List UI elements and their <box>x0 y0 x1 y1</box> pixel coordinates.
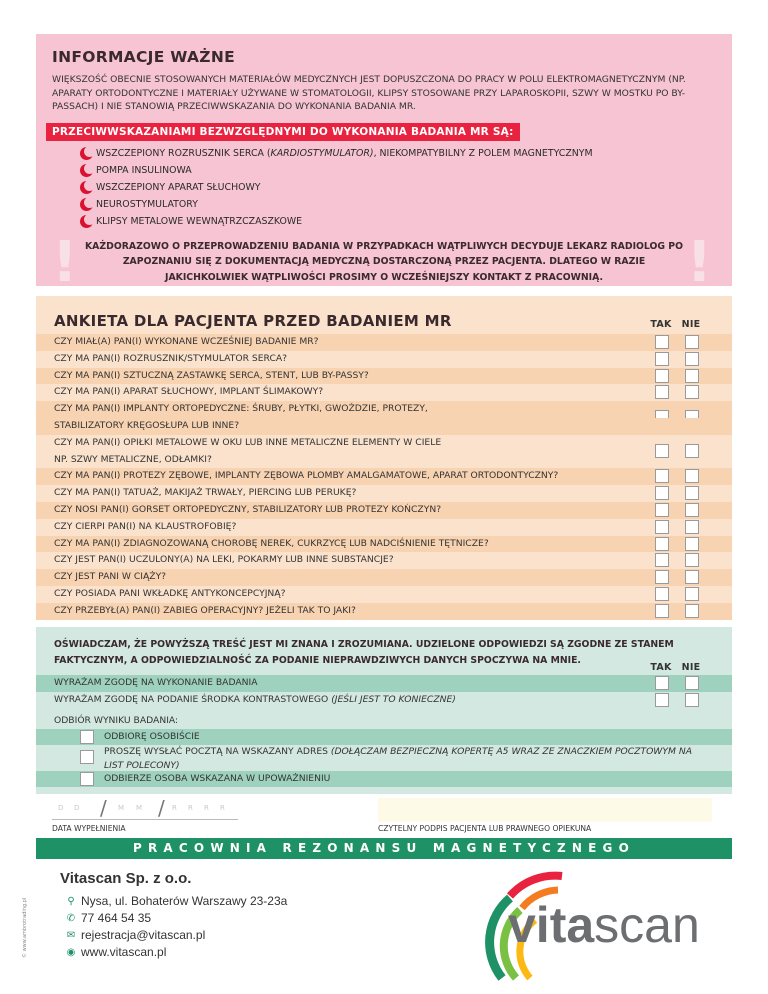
pickup-mail-checkbox[interactable] <box>80 750 94 764</box>
question-row: CZY NOSI PAN(I) GORSET ORTOPEDYCZNY, STABILIZATORY LUB PROTEZY KOŃCZYN? <box>36 502 732 519</box>
question-row: CZY JEST PAN(I) UCZULONY(A) NA LEKI, POKARMY LUB INNE SUBSTANCJE? <box>36 552 732 569</box>
question-yes-checkbox[interactable] <box>655 352 669 366</box>
question-row: CZY MA PAN(I) APARAT SŁUCHOWY, IMPLANT ŚLIMAKOWY? <box>36 384 732 401</box>
question-yes-checkbox[interactable] <box>655 486 669 500</box>
question-no-checkbox[interactable] <box>685 335 699 349</box>
pickup-personal-row: ODBIORĘ OSOBIŚCIE <box>36 729 732 745</box>
question-no-checkbox[interactable] <box>685 469 699 483</box>
question-no-checkbox[interactable] <box>685 503 699 517</box>
question-yes-checkbox[interactable] <box>655 570 669 584</box>
list-item: WSZCZEPIONY ROZRUSZNIK SERCA ( KARDIOSTYMULATOR) , NIEKOMPATYBILNY Z POLEM MAGNETYCZNYM <box>80 145 716 162</box>
question-row: STABILIZATORY KRĘGOSŁUPA LUB INNE? <box>36 418 732 435</box>
pickup-personal-checkbox[interactable] <box>80 730 94 744</box>
consent-contrast-no-checkbox[interactable] <box>685 693 699 707</box>
yes-no-header: TAK NIE <box>650 319 701 330</box>
list-item: KLIPSY METALOWE WEWNĄTRZCZASZKOWE <box>80 213 716 230</box>
crescent-bullet-icon <box>80 198 93 211</box>
declaration-statement: OŚWIADCZAM, ŻE POWYŻSZĄ TREŚĆ JEST MI ZNANA I ZROZUMIANA. UDZIELONE ODPOWIEDZI SĄ ZGODNE ZE STANEM FAKTYCZNYM, A ODPOWIEDZIALNOŚĆ ZA PODANIE NIEPRAWDZIWYCH DANYCH SPOCZYWA NA MNIE. <box>54 639 674 666</box>
question-row: CZY PRZEBYŁ(A) PAN(I) ZABIEG OPERACYJNY? JEŻELI TAK TO JAKI? <box>36 603 732 620</box>
pickup-authorized-row: ODBIERZE OSOBA WSKAZANA W UPOWAŻNIENIU <box>36 771 732 787</box>
question-row: CZY MA PAN(I) IMPLANTY ORTOPEDYCZNE: ŚRUBY, PŁYTKI, GWOŹDZIE, PROTEZY, <box>36 401 732 418</box>
question-yes-checkbox[interactable] <box>655 335 669 349</box>
question-no-checkbox[interactable] <box>685 369 699 383</box>
crescent-bullet-icon <box>80 147 93 160</box>
consent-exam-yes-checkbox[interactable] <box>655 676 669 690</box>
question-row: CZY POSIADA PANI WKŁADKĘ ANTYKONCEPCYJNĄ? <box>36 586 732 603</box>
question-row: CZY MA PAN(I) PROTEZY ZĘBOWE, IMPLANTY ZĘBOWA PLOMBY AMALGAMATOWE, APARAT ORTODONTYCZNY? <box>36 468 732 485</box>
question-yes-checkbox[interactable] <box>655 604 669 618</box>
question-yes-checkbox[interactable] <box>655 587 669 601</box>
warning-box <box>52 229 716 295</box>
question-no-checkbox[interactable] <box>685 570 699 584</box>
question-no-checkbox[interactable] <box>685 537 699 551</box>
company-name: Vitascan Sp. z o.o. <box>60 870 192 887</box>
survey-title: ANKIETA DLA PACJENTA PRZED BADANIEM MR <box>54 312 452 330</box>
pickup-mail-row: PROSZĘ WYSŁAĆ POCZTĄ NA WSKAZANY ADRES (DOŁĄCZAM BEZPIECZNĄ KOPERTĘ A5 WRAZ ZE ZNACZKIEM POCZTOWYM NA LIST POLECONY) <box>36 745 732 771</box>
declaration-section <box>36 627 732 794</box>
signature-caption: CZYTELNY PODPIS PACJENTA LUB PRAWNEGO OPIEKUNA <box>378 824 592 833</box>
question-row: CZY MA PAN(I) TATUAŻ, MAKIJAŻ TRWAŁY, PIERCING LUB PERUKĘ? <box>36 485 732 502</box>
envelope-icon: ✉ <box>66 929 76 941</box>
consent-contrast-yes-checkbox[interactable] <box>655 693 669 707</box>
vitascan-logo-text: vitascan <box>508 897 700 953</box>
pickup-authorized-checkbox[interactable] <box>80 772 94 786</box>
phone: ✆ 77 464 54 35 <box>64 911 151 925</box>
question-yes-checkbox[interactable] <box>655 503 669 517</box>
question-row: CZY MIAŁ(A) PAN(I) WYKONANE WCZEŚNIEJ BADANIE MR? <box>36 334 732 351</box>
question-row: CZY CIERPI PAN(I) NA KLAUSTROFOBIĘ? <box>36 519 732 536</box>
question-row: CZY MA PAN(I) SZTUCZNĄ ZASTAWKĘ SERCA, STENT, LUB BY-PASSY? <box>36 368 732 385</box>
consent-exam-no-checkbox[interactable] <box>685 676 699 690</box>
question-yes-checkbox[interactable] <box>655 469 669 483</box>
list-item: POMPA INSULINOWA <box>80 162 716 179</box>
question-no-checkbox[interactable] <box>685 587 699 601</box>
info-title: INFORMACJE WAŻNE <box>52 48 235 66</box>
survey-section <box>36 296 732 618</box>
exclamation-icon: ! <box>686 229 712 295</box>
website[interactable]: ◉ www.vitascan.pl <box>64 945 166 959</box>
question-no-checkbox[interactable] <box>685 352 699 366</box>
list-item: WSZCZEPIONY APARAT SŁUCHOWY <box>80 179 716 196</box>
date-caption: DATA WYPEŁNIENIA <box>52 824 126 833</box>
signature-field[interactable] <box>378 798 712 822</box>
yes-no-header: TAK NIE <box>650 662 701 673</box>
email[interactable]: ✉ rejestracja@vitascan.pl <box>64 928 205 942</box>
list-item: NEUROSTYMULATORY <box>80 196 716 213</box>
globe-icon: ◉ <box>66 946 76 958</box>
date-field[interactable]: D D / M M / R R R R <box>52 798 238 820</box>
crescent-bullet-icon <box>80 164 93 177</box>
question-no-checkbox[interactable] <box>685 604 699 618</box>
phone-icon: ✆ <box>66 912 76 924</box>
question-row: CZY JEST PANI W CIĄŻY? <box>36 569 732 586</box>
question-yes-checkbox[interactable] <box>655 553 669 567</box>
question-no-checkbox[interactable] <box>685 486 699 500</box>
question-row: CZY MA PAN(I) OPIŁKI METALOWE W OKU LUB INNE METALICZNE ELEMENTY W CIELE <box>36 435 732 452</box>
print-credit: © www.ambrotrading.pl <box>22 897 28 958</box>
question-no-checkbox[interactable] <box>685 520 699 534</box>
crescent-bullet-icon <box>80 181 93 194</box>
question-row: NP. SZWY METALICZNE, ODŁAMKI? <box>54 453 212 465</box>
question-yes-checkbox[interactable] <box>655 520 669 534</box>
question-row: CZY MA PAN(I) ROZRUSZNIK/STYMULATOR SERCA? <box>36 351 732 368</box>
contraindications-title: PRZECIWWSKAZANIAMI BEZWZGLĘDNYMI DO WYKONANIA BADANIA MR SĄ: <box>46 123 520 141</box>
question-no-checkbox[interactable] <box>685 385 699 399</box>
lab-banner: PRACOWNIA REZONANSU MAGNETYCZNEGO <box>36 838 732 859</box>
address: ⚲ Nysa, ul. Bohaterów Warszawy 23-23a <box>64 894 287 908</box>
important-info-section <box>36 34 732 295</box>
question-row: CZY MA PAN(I) ZDIAGNOZOWANĄ CHOROBĘ NEREK, CUKRZYCĘ LUB NADCIŚNIENIE TĘTNICZE? <box>36 536 732 553</box>
question-yes-checkbox[interactable] <box>655 369 669 383</box>
consent-exam-row: WYRAŻAM ZGODĘ NA WYKONANIE BADANIA <box>36 675 732 692</box>
warning-text: KAŻDORAZOWO O PRZEPROWADZENIU BADANIA W PRZYPADKACH WĄTPLIWYCH DECYDUJE LEKARZ RADIOLOG PO ZAPOZNANIU SIĘ Z DOKUMENTACJĄ MEDYCZNĄ DOSTARCZONĄ PRZEZ PACJENTA. DLATEGO W RAZIE JAKICHKOLWIEK WĄTPLIWOŚCI PROSIMY O WCZEŚNIEJSZY KONTAKT Z PRACOWNIĄ. <box>84 240 684 283</box>
question-yes-checkbox[interactable] <box>655 537 669 551</box>
contraindications-list <box>80 145 716 230</box>
question-yes-checkbox[interactable] <box>655 385 669 399</box>
question-no-checkbox[interactable] <box>685 553 699 567</box>
consent-contrast-row: WYRAŻAM ZGODĘ NA PODANIE ŚRODKA KONTRASTOWEGO (JEŚLI JEST TO KONIECZNE) <box>36 692 732 709</box>
info-intro: WIĘKSZOŚĆ OBECNIE STOSOWANYCH MATERIAŁÓW MEDYCZNYCH JEST DOPUSZCZONA DO PRACY W POLU ELEKTROMAGNETYCZNYM (NP. APARATY ORTODONTYCZNE I MATERIAŁY UŻYWANE W STOMATOLOGII, KLIPSY STOSOWANE PRZY LAPAROSKOPII, SZWY W MOSTKU PO BY-PASSACH) I NIE STANOWIĄ PRZECIWWSKAZANIA DO WYKONANIA BADANIA MR. <box>52 74 686 113</box>
location-pin-icon: ⚲ <box>67 895 75 907</box>
crescent-bullet-icon <box>80 215 93 228</box>
pickup-label: ODBIÓR WYNIKU BADANIA: <box>54 715 179 726</box>
exclamation-icon: ! <box>52 229 78 295</box>
